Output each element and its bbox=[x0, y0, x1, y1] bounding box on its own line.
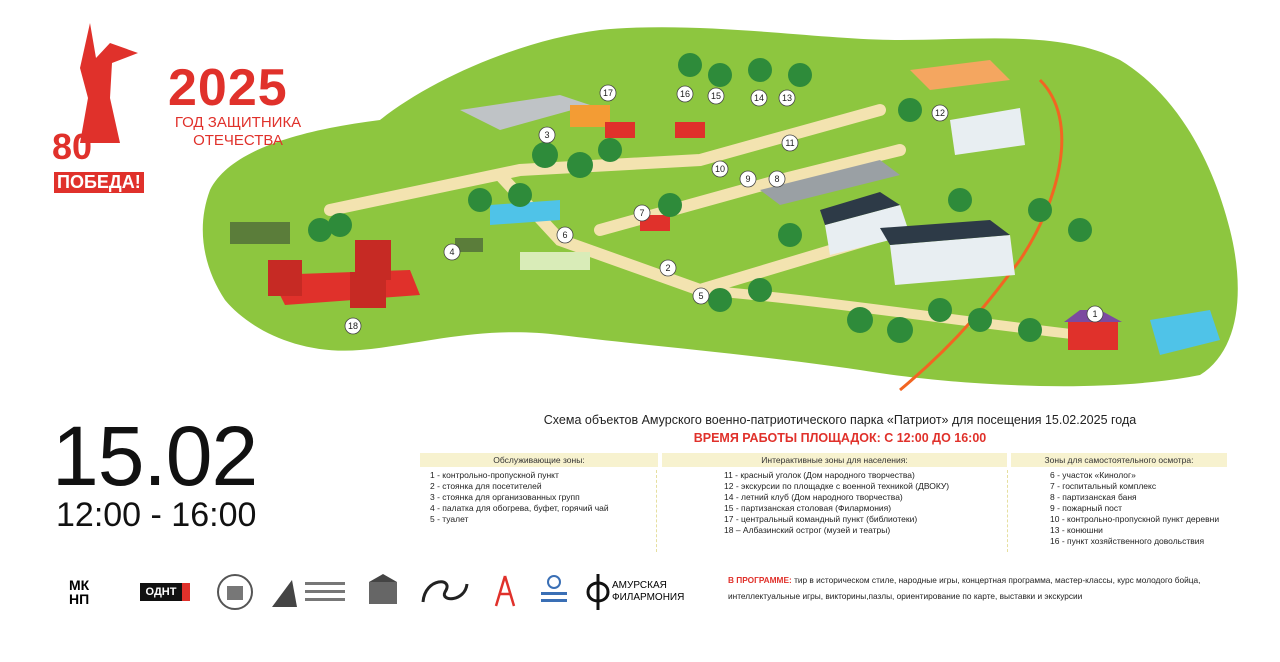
victory-80-emblem bbox=[50, 18, 145, 198]
map-marker-label: 6 bbox=[562, 230, 568, 240]
legend-item: 16 - пункт хозяйственного довольствия bbox=[1050, 536, 1205, 546]
legend-heading-interactive: Интерактивные зоны для населения: bbox=[662, 453, 1007, 467]
hut-red bbox=[675, 122, 705, 138]
map-marker-label: 7 bbox=[639, 208, 645, 218]
program-text: тир в историческом стиле, народные игры, концертная программа, мастер-классы, курс молодого бойца, интеллектуальные игры, викторины,пазлы, ориентирование по карте, выставки и экскурсии bbox=[728, 575, 1201, 601]
legend-item: 2 - стоянка для посетителей bbox=[430, 481, 542, 491]
legend-interactive-list bbox=[724, 470, 1008, 552]
map-marker-label: 9 bbox=[745, 174, 751, 184]
library-logo bbox=[214, 570, 256, 614]
map-marker-label: 15 bbox=[710, 91, 722, 101]
philharmonic-icon bbox=[584, 572, 612, 612]
working-hours: ВРЕМЯ РАБОТЫ ПЛОЩАДОК: С 12:00 ДО 16:00 bbox=[693, 431, 987, 445]
legend-item: 15 - партизанская столовая (Филармония) bbox=[724, 503, 892, 513]
barracks bbox=[230, 222, 290, 244]
emblem-number: 80 bbox=[52, 126, 93, 167]
legend-item: 18 – Албазинский острог (музей и театры) bbox=[724, 525, 891, 535]
command-post bbox=[570, 105, 610, 127]
legend-item: 17 - центральный командный пункт (библиотеки) bbox=[724, 514, 918, 524]
regional-library-logo bbox=[266, 570, 352, 614]
legend-item: 10 - контрольно-пропускной пункт деревни bbox=[1050, 514, 1220, 524]
program-description bbox=[728, 572, 1248, 604]
legend-item: 8 - партизанская баня bbox=[1050, 492, 1137, 502]
museum-logo bbox=[488, 570, 522, 614]
map-marker-label: 3 bbox=[544, 130, 550, 140]
legend-service-list bbox=[430, 470, 657, 552]
legend-item: 9 - пожарный пост bbox=[1050, 503, 1123, 513]
odnt-logo: ОДНТ bbox=[128, 570, 202, 614]
fortress-tower bbox=[268, 260, 302, 296]
children-library-logo bbox=[362, 570, 404, 614]
map-marker-label: 1 bbox=[1092, 309, 1098, 319]
legend-item: 1 - контрольно-пропускной пункт bbox=[430, 470, 559, 480]
map-marker-label: 8 bbox=[774, 174, 780, 184]
map-marker-label: 10 bbox=[714, 164, 726, 174]
map-marker-label: 14 bbox=[753, 93, 765, 103]
map-marker-label: 12 bbox=[934, 108, 946, 118]
event-time: 12:00 - 16:00 bbox=[56, 496, 257, 534]
fortress-tower bbox=[350, 272, 386, 308]
legend-item: 11 - красный уголок (Дом народного творчества) bbox=[724, 470, 915, 480]
scheme-title: Схема объектов Амурского военно-патриотического парка «Патриот» для посещения 15.02.2025 года bbox=[543, 413, 1137, 427]
map-marker-label: 18 bbox=[347, 321, 359, 331]
theatre-monogram-logo bbox=[414, 570, 476, 614]
hut-red bbox=[605, 122, 635, 138]
motherland-statue-icon bbox=[80, 23, 138, 143]
legend-item: 12 - экскурсии по площадке с военной техникой (ДВОКУ) bbox=[724, 481, 950, 491]
garden-plots bbox=[520, 252, 590, 270]
philharmonic-logo: АМУРСКАЯ ФИЛАРМОНИЯ bbox=[584, 570, 684, 614]
puppet-theatre-logo bbox=[534, 570, 574, 614]
map-marker-label: 5 bbox=[698, 291, 704, 301]
legend-item: 13 - конюшни bbox=[1050, 525, 1103, 535]
map-marker-label: 16 bbox=[679, 89, 691, 99]
legend-heading-service: Обслуживающие зоны: bbox=[420, 453, 658, 467]
map-marker-label: 13 bbox=[781, 93, 793, 103]
year-subtitle: ГОД ЗАЩИТНИКА ОТЕЧЕСТВА bbox=[174, 114, 302, 149]
checkpoint-house bbox=[1068, 322, 1118, 350]
map-marker-label: 2 bbox=[665, 263, 671, 273]
legend-item: 7 - госпитальный комплекс bbox=[1050, 481, 1157, 491]
legend-heading-self: Зоны для самостоятельного осмотра: bbox=[1011, 453, 1227, 467]
map-marker-label: 11 bbox=[785, 138, 795, 148]
legend-item: 4 - палатка для обогрева, буфет, горячий чай bbox=[430, 503, 609, 513]
year-title: 2025 bbox=[168, 59, 288, 117]
emblem-label: ПОБЕДА! bbox=[54, 172, 144, 193]
map-marker-label: 17 bbox=[602, 88, 614, 98]
legend-item: 6 - участок «Кинолог» bbox=[1050, 470, 1136, 480]
legend-item: 14 - летний клуб (Дом народного творчества) bbox=[724, 492, 903, 502]
legend-item: 3 - стоянка для организованных групп bbox=[430, 492, 580, 502]
map-marker-label: 4 bbox=[449, 247, 455, 257]
program-label: В ПРОГРАММЕ: bbox=[728, 575, 792, 585]
legend-self-list bbox=[1050, 470, 1240, 552]
legend-item: 5 - туалет bbox=[430, 514, 469, 524]
mknp-logo: МК НП bbox=[69, 577, 90, 607]
event-date: 15.02 bbox=[52, 409, 258, 503]
